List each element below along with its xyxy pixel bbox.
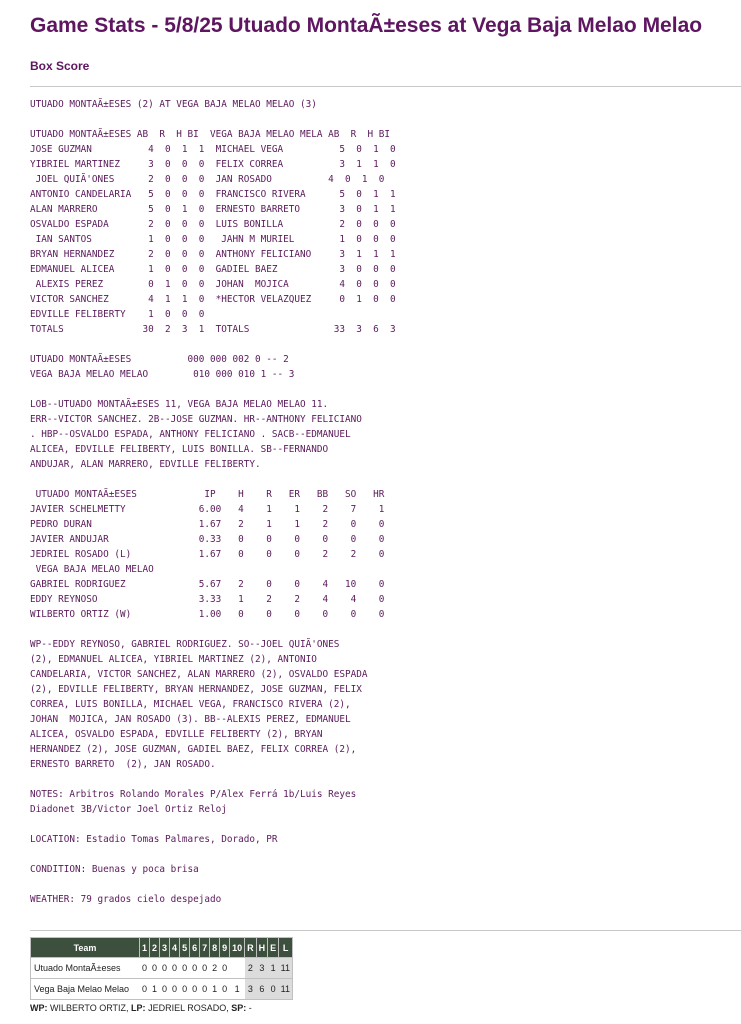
box-score-line: UTUADO MONTAÃ±ESES IP H R ER BB SO HR [30, 489, 385, 500]
box-score-line: WP--EDDY REYNOSO, GABRIEL RODRIGUEZ. SO--JOEL QUIÃ'ONES [30, 639, 340, 650]
linescore-runs-cell: 3 [245, 979, 257, 1000]
box-score-line: ALICEA, EDVILLE FELIBERTY, LUIS BONILLA. SB--FERNANDO [30, 444, 329, 455]
linescore-errors-cell: 1 [268, 958, 279, 979]
box-score-line: VICTOR SANCHEZ 4 1 1 0 *HECTOR VELAZQUEZ 0 1 0 0 [30, 294, 396, 305]
linescore-inning-cell: 0 [140, 979, 150, 1000]
linescore-header-inning: 3 [160, 938, 170, 958]
linescore-header-runs: R [245, 938, 257, 958]
linescore-lob-cell: 11 [279, 979, 293, 1000]
box-score-line: JAVIER ANDUJAR 0.33 0 0 0 0 0 0 [30, 534, 385, 545]
box-score-line: UTUADO MONTAÃ±ESES 000 000 002 0 -- 2 [30, 354, 289, 365]
box-score-line: CONDITION: Buenas y poca brisa [30, 864, 199, 875]
box-score-line: JOSE GUZMAN 4 0 1 1 MICHAEL VEGA 5 0 1 0 [30, 144, 396, 155]
box-score-line: Diadonet 3B/Victor Joel Ortiz Reloj [30, 804, 227, 815]
linescore-inning-cell: 0 [170, 979, 180, 1000]
box-score-line: CORREA, LUIS BONILLA, MICHAEL VEGA, FRANCISCO RIVERA (2), [30, 699, 351, 710]
linescore-header-inning: 1 [140, 938, 150, 958]
save-pitcher: - [248, 1003, 252, 1013]
box-score-line: VEGA BAJA MELAO MELAO 010 000 010 1 -- 3 [30, 369, 295, 380]
linescore-header-inning: 6 [190, 938, 200, 958]
linescore-header-inning: 7 [200, 938, 210, 958]
box-score-line: (2), EDVILLE FELIBERTY, BRYAN HERNANDEZ, JOSE GUZMAN, FELIX [30, 684, 362, 695]
box-score-line: (2), EDMANUEL ALICEA, YIBRIEL MARTINEZ (2), ANTONIO [30, 654, 317, 665]
box-score-heading: Box Score [30, 59, 90, 73]
box-score-line: OSVALDO ESPADA 2 0 0 0 LUIS BONILLA 2 0 0 0 [30, 219, 396, 230]
box-score-line: UTUADO MONTAÃ±ESES (2) AT VEGA BAJA MELAO MELAO (3) [30, 99, 317, 110]
linescore-inning-cell: 0 [220, 958, 230, 979]
lp-label: LP: [131, 1003, 146, 1013]
linescore-inning-cell: 1 [210, 979, 220, 1000]
linescore-table [30, 937, 293, 1000]
winning-pitcher: WILBERTO ORTIZ, [50, 1003, 129, 1013]
box-score-line: ERNESTO BARRETO (2), JAN ROSADO. [30, 759, 216, 770]
linescore-inning-cell: 0 [160, 979, 170, 1000]
linescore-inning-cell: 0 [180, 979, 190, 1000]
box-score-line: ALAN MARRERO 5 0 1 0 ERNESTO BARRETO 3 0 1 1 [30, 204, 396, 215]
linescore-header-inning: 8 [210, 938, 220, 958]
linescore-header-lob: L [279, 938, 293, 958]
box-score-line: . HBP--OSVALDO ESPADA, ANTHONY FELICIANO . SACB--EDMANUEL [30, 429, 351, 440]
box-score-line: YIBRIEL MARTINEZ 3 0 0 0 FELIX CORREA 3 1 1 0 [30, 159, 396, 170]
box-score-line: JAVIER SCHELMETTY 6.00 4 1 1 2 7 1 [30, 504, 385, 515]
linescore-header-hits: H [256, 938, 268, 958]
linescore-inning-cell: 1 [230, 979, 245, 1000]
linescore-team-name: Utuado MontaÃ±eses [31, 958, 140, 979]
linescore-inning-cell: 0 [190, 958, 200, 979]
linescore-inning-cell: 0 [160, 958, 170, 979]
linescore-inning-cell: 0 [170, 958, 180, 979]
linescore-inning-cell: 0 [140, 958, 150, 979]
linescore-inning-cell: 0 [190, 979, 200, 1000]
box-score-line: ALEXIS PEREZ 0 1 0 0 JOHAN MOJICA 4 0 0 0 [30, 279, 396, 290]
linescore-inning-cell: 0 [150, 958, 160, 979]
box-score-line: EDMANUEL ALICEA 1 0 0 0 GADIEL BAEZ 3 0 0 0 [30, 264, 396, 275]
losing-pitcher: JEDRIEL ROSADO, [148, 1003, 229, 1013]
box-score-line: ANDUJAR, ALAN MARRERO, EDVILLE FELIBERTY. [30, 459, 261, 470]
linescore-inning-cell [230, 958, 245, 979]
linescore-header-inning: 5 [180, 938, 190, 958]
linescore-runs-cell: 2 [245, 958, 257, 979]
box-score-line: LOCATION: Estadio Tomas Palmares, Dorado, PR [30, 834, 278, 845]
linescore-inning-cell: 1 [150, 979, 160, 1000]
box-score-line: ANTONIO CANDELARIA 5 0 0 0 FRANCISCO RIVERA 5 0 1 1 [30, 189, 396, 200]
wp-label: WP: [30, 1003, 48, 1013]
linescore-header-inning: 4 [170, 938, 180, 958]
box-score-line: BRYAN HERNANDEZ 2 0 0 0 ANTHONY FELICIANO 3 1 1 1 [30, 249, 396, 260]
linescore-header-inning: 9 [220, 938, 230, 958]
box-score-line: TOTALS 30 2 3 1 TOTALS 33 3 6 3 [30, 324, 396, 335]
linescore-inning-cell: 2 [210, 958, 220, 979]
linescore-inning-cell: 0 [200, 979, 210, 1000]
box-score-line: JOEL QUIÃ'ONES 2 0 0 0 JAN ROSADO 4 0 1 0 [30, 174, 385, 185]
linescore-header-team: Team [31, 938, 140, 958]
linescore-header-row [31, 938, 293, 958]
box-score-line: UTUADO MONTAÃ±ESES AB R H BI VEGA BAJA MELAO MELA AB R H BI [30, 129, 391, 140]
linescore-header-inning: 10 [230, 938, 245, 958]
box-score-line: PEDRO DURAN 1.67 2 1 1 2 0 0 [30, 519, 385, 530]
linescore-inning-cell: 0 [180, 958, 190, 979]
top-divider [30, 86, 741, 87]
box-score-line: GABRIEL RODRIGUEZ 5.67 2 0 0 4 10 0 [30, 579, 385, 590]
box-score-line: JOHAN MOJICA, JAN ROSADO (3). BB--ALEXIS PEREZ, EDMANUEL [30, 714, 351, 725]
box-score-line: EDVILLE FELIBERTY 1 0 0 0 [30, 309, 205, 320]
box-score-line: NOTES: Arbitros Rolando Morales P/Alex Ferrá 1b/Luis Reyes [30, 789, 357, 800]
linescore-row-away [31, 958, 293, 979]
box-score-text [30, 97, 396, 907]
box-score-line: ERR--VICTOR SANCHEZ. 2B--JOSE GUZMAN. HR--ANTHONY FELICIANO [30, 414, 362, 425]
linescore-errors-cell: 0 [268, 979, 279, 1000]
bottom-divider [30, 930, 741, 931]
box-score-line: ALICEA, OSVALDO ESPADA, EDVILLE FELIBERTY (2), BRYAN [30, 729, 323, 740]
box-score-line: VEGA BAJA MELAO MELAO [30, 564, 154, 575]
linescore-hits-cell: 3 [256, 958, 268, 979]
linescore-header-inning: 2 [150, 938, 160, 958]
linescore-lob-cell: 11 [279, 958, 293, 979]
linescore-hits-cell: 6 [256, 979, 268, 1000]
linescore-team-name: Vega Baja Melao Melao [31, 979, 140, 1000]
box-score-line: IAN SANTOS 1 0 0 0 JAHN M MURIEL 1 0 0 0 [30, 234, 396, 245]
box-score-line: JEDRIEL ROSADO (L) 1.67 0 0 0 2 2 0 [30, 549, 385, 560]
box-score-line: EDDY REYNOSO 3.33 1 2 2 4 4 0 [30, 594, 385, 605]
linescore-inning-cell: 0 [200, 958, 210, 979]
sp-label: SP: [231, 1003, 247, 1013]
box-score-line: WILBERTO ORTIZ (W) 1.00 0 0 0 0 0 0 [30, 609, 385, 620]
box-score-line: LOB--UTUADO MONTAÃ±ESES 11, VEGA BAJA MELAO MELAO 11. [30, 399, 329, 410]
box-score-line: CANDELARIA, VICTOR SANCHEZ, ALAN MARRERO (2), OSVALDO ESPADA [30, 669, 368, 680]
pitcher-decisions [30, 1003, 252, 1013]
box-score-line: WEATHER: 79 grados cielo despejado [30, 894, 222, 905]
linescore-row-home [31, 979, 293, 1000]
linescore-inning-cell: 0 [220, 979, 230, 1000]
box-score-line: HERNANDEZ (2), JOSE GUZMAN, GADIEL BAEZ, FELIX CORREA (2), [30, 744, 357, 755]
linescore-header-errors: E [268, 938, 279, 958]
page-title: Game Stats - 5/8/25 Utuado MontaÃ±eses at Vega Baja Melao Melao [30, 14, 703, 37]
